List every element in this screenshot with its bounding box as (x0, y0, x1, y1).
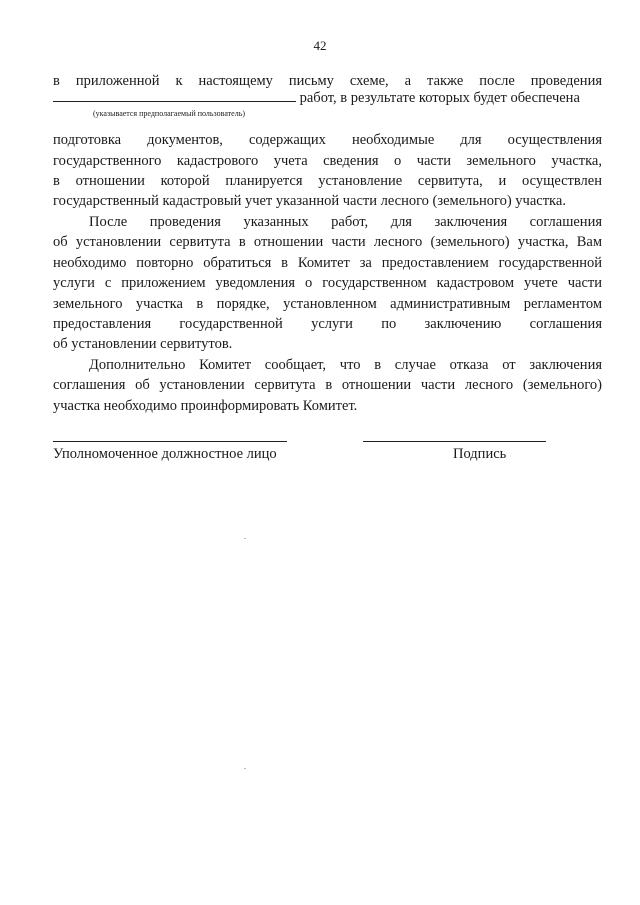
para1-line6: государственный кадастровый учет указанной части лесного (земельного) участка. (53, 193, 566, 209)
para1-line1: в приложенной к настоящему письму схеме, а также после проведения (53, 73, 602, 89)
scan-speck (244, 538, 246, 539)
para1-line2 (53, 88, 602, 109)
scan-speck (244, 768, 246, 769)
user-field-hint: (указывается предполагаемый пользователь) (93, 109, 246, 118)
para2-line2: об установлении сервитута в отношении части лесного (земельного) участка, Вам (53, 234, 602, 250)
para2-line4: услуги с приложением уведомления о государственном кадастровом учете части (53, 275, 602, 291)
para1-line4: государственного кадастрового учета сведения о части земельного участка, (53, 153, 602, 169)
para1-line5: в отношении которой планируется установление сервитута, и осуществлен (53, 173, 602, 189)
para3-line3: участка необходимо проинформировать Комитет. (53, 398, 358, 414)
para2-line1: После проведения указанных работ, для заключения соглашения (89, 214, 602, 230)
para3-line1: Дополнительно Комитет сообщает, что в случае отказа от заключения (89, 357, 602, 373)
official-signature-line (53, 441, 287, 442)
para2-line3: необходимо повторно обратиться в Комитет за предоставлением государственной (53, 255, 602, 271)
signature-line (363, 441, 546, 442)
para2-line7: об установлении сервитутов. (53, 336, 233, 352)
para2-line6: предоставления государственной услуги по заключению соглашения (53, 316, 602, 332)
para2-line5: земельного участка в порядке, установленном административным регламентом (53, 296, 602, 312)
para3-line2: соглашения об установлении сервитута в отношении части лесного (земельного) (53, 377, 602, 393)
para1-line3: подготовка документов, содержащих необходимые для осуществления (53, 132, 602, 148)
page-number: 42 (313, 38, 327, 53)
blank-user-field (53, 88, 296, 102)
para1-line2-text: работ, в результате которых будет обеспечена (296, 90, 580, 106)
official-label: Уполномоченное должностное лицо (53, 446, 277, 462)
signature-label: Подпись (453, 446, 507, 462)
